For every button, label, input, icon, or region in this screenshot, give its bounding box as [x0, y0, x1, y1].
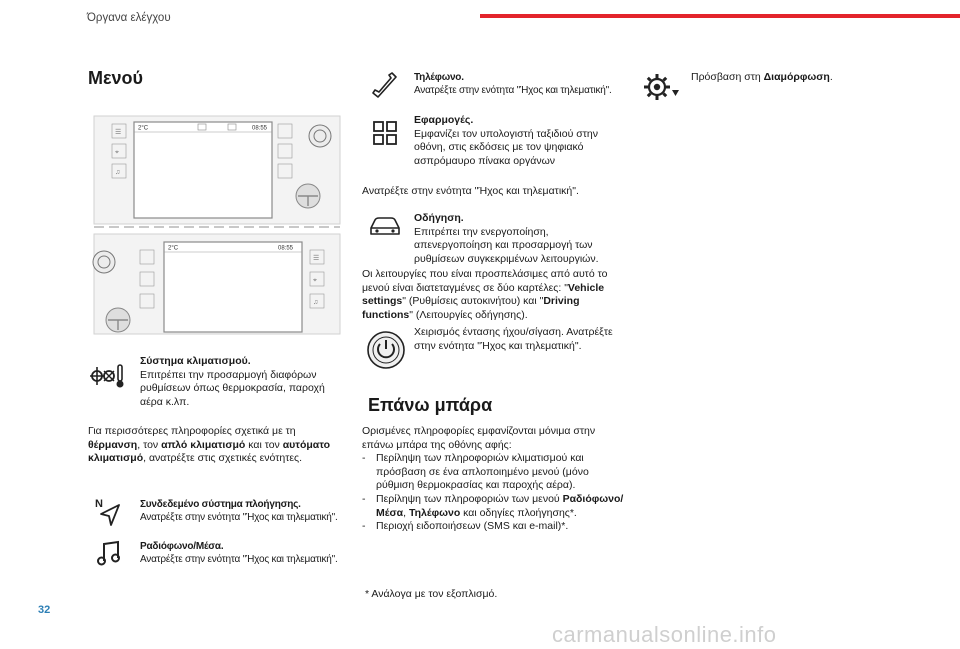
driving-functions-label: Driving functions: [362, 295, 580, 321]
para-text: " (Λειτουργίες οδήγησης).: [409, 308, 528, 321]
svg-text:♫: ♫: [313, 299, 319, 306]
radio-text: Ανατρέξτε στην ενότητα "Ήχος και τηλεματική".: [140, 554, 338, 565]
section-title: Όργανα ελέγχου: [87, 12, 171, 24]
navigation-text: Ανατρέξτε στην ενότητα "Ήχος και τηλεματική".: [140, 512, 338, 523]
telematics-reference: Ανατρέξτε στην ενότητα "Ήχος και τηλεματική".: [362, 185, 579, 197]
top-bar-intro: Ορισμένες πληροφορίες εμφανίζονται μόνιμα στην επάνω μπάρα της οθόνης αφής:: [362, 425, 596, 451]
navigation-icon: [95, 497, 123, 527]
svg-text:N: N: [95, 498, 103, 510]
radio-title: Ραδιόφωνο/Μέσα.: [140, 541, 224, 552]
climate-title: Σύστημα κλιματισμού.: [140, 355, 251, 367]
car-icon: [368, 214, 402, 238]
para-text: Οι λειτουργίες που είναι προσπελάσιμες από αυτό το μενού είναι διατεταγμένες σε δύο καρτέλες: ": [362, 268, 608, 294]
list-text: Περίληψη των πληροφοριών των μενού: [376, 492, 563, 505]
navigation-title: Συνδεδεμένο σύστημα πλοήγησης.: [140, 499, 301, 510]
watermark: carmanualsonline.info: [552, 622, 777, 647]
climate-info-paragraph: [88, 425, 346, 466]
radio-description: [140, 540, 350, 566]
header-accent-bar: [480, 14, 960, 18]
driving-description: [414, 212, 624, 266]
list-text: και οδηγίες πλοήγησης*.: [460, 506, 577, 519]
applications-title: Εφαρμογές.: [414, 114, 474, 126]
phone-description: [414, 71, 624, 97]
climate-description: [140, 355, 345, 409]
volume-description: Χειρισμός έντασης ήχου/σίγαση. Ανατρέξτε στην ενότητα "Ήχος και τηλεματική".: [414, 326, 613, 352]
top-screen-temp: 2°C: [138, 125, 149, 132]
driving-title: Οδήγηση.: [414, 212, 464, 224]
driving-text: Επιτρέπει την ενεργοποίηση, απενεργοποίηση και προσαρμογή των ρυθμίσεων συγκεκριμένων λειτουργιών.: [414, 225, 599, 265]
list-item: - Περιοχή ειδοποιήσεων (SMS και e-mail)*.: [362, 520, 624, 534]
footnote: * Ανάλογα με τον εξοπλισμό.: [365, 588, 498, 600]
svg-text:☰: ☰: [115, 129, 122, 136]
top-bar-list: [362, 452, 624, 534]
list-text: ,: [403, 506, 409, 519]
svg-text:⌖: ⌖: [313, 277, 317, 284]
list-item: [362, 493, 624, 520]
list-bold-phone: Τηλέφωνο: [408, 506, 461, 519]
list-bold-radio: Ραδιόφωνο/Μέσα: [376, 492, 624, 519]
climate-text: Επιτρέπει την προσαρμογή διαφόρων ρυθμίσεων όπως θερμοκρασία, παροχή αέρα κ.λπ.: [140, 368, 325, 408]
touchscreen-drawing: [88, 114, 344, 336]
list-item: - Περίληψη των πληροφοριών κλιματισμού και πρόσβαση σε ένα απλοποιημένο μενού (μόνο ρύθμιση θερμοκρασίας και παροχής αέρα).: [362, 452, 624, 493]
svg-text:☰: ☰: [313, 255, 320, 262]
para-bold-auto-ac: αυτόματο κλιματισμό: [88, 438, 331, 465]
navigation-description: [140, 498, 350, 524]
dashboard-illustration: [88, 114, 344, 336]
music-note-icon: [97, 540, 121, 566]
settings-text: .: [829, 71, 833, 83]
tabs-paragraph: [362, 268, 622, 322]
settings-description: [691, 71, 891, 85]
page-number: 32: [38, 604, 51, 616]
para-text: " (Ρυθμίσεις αυτοκινήτου) και ": [402, 295, 544, 308]
page-title: Μενού: [88, 68, 144, 88]
bottom-screen-temp: 2°C: [168, 245, 179, 252]
para-bold-heating: θέρμανση: [88, 438, 138, 451]
applications-grid-icon: [372, 120, 398, 146]
phone-title: Τηλέφωνο.: [414, 72, 464, 83]
settings-bold: Διαμόρφωση: [763, 71, 830, 83]
para-text: Για περισσότερες πληροφορίες σχετικά με τη: [88, 425, 296, 437]
top-bar-heading: Επάνω μπάρα: [368, 395, 493, 415]
svg-text:⌖: ⌖: [115, 149, 119, 156]
applications-text: Εμφανίζει τον υπολογιστή ταξιδιού στην οθόνη, στις εκδόσεις με τον ψηφιακό ασπρόμαυρο πίνακα οργάνων: [414, 127, 598, 167]
top-screen-time: 08:55: [252, 125, 268, 132]
phone-icon: [370, 71, 398, 99]
power-volume-knob-icon: [366, 330, 406, 370]
vehicle-settings-label: Vehicle settings: [362, 281, 605, 308]
settings-gear-icon: [642, 72, 680, 102]
para-bold-ac: απλό κλιματισμό: [161, 438, 246, 451]
bottom-screen-time: 08:55: [278, 245, 294, 252]
settings-text: Πρόσβαση στη: [691, 71, 764, 83]
para-text: , τον: [137, 438, 162, 451]
para-text: και τον: [245, 438, 283, 451]
phone-text: Ανατρέξτε στην ενότητα "Ήχος και τηλεματική".: [414, 85, 612, 96]
svg-text:♫: ♫: [115, 169, 121, 176]
top-bar-section: [362, 425, 624, 534]
climate-icon: [90, 362, 128, 390]
para-text: , ανατρέξτε στις σχετικές ενότητες.: [143, 452, 303, 465]
applications-description: [414, 114, 624, 168]
